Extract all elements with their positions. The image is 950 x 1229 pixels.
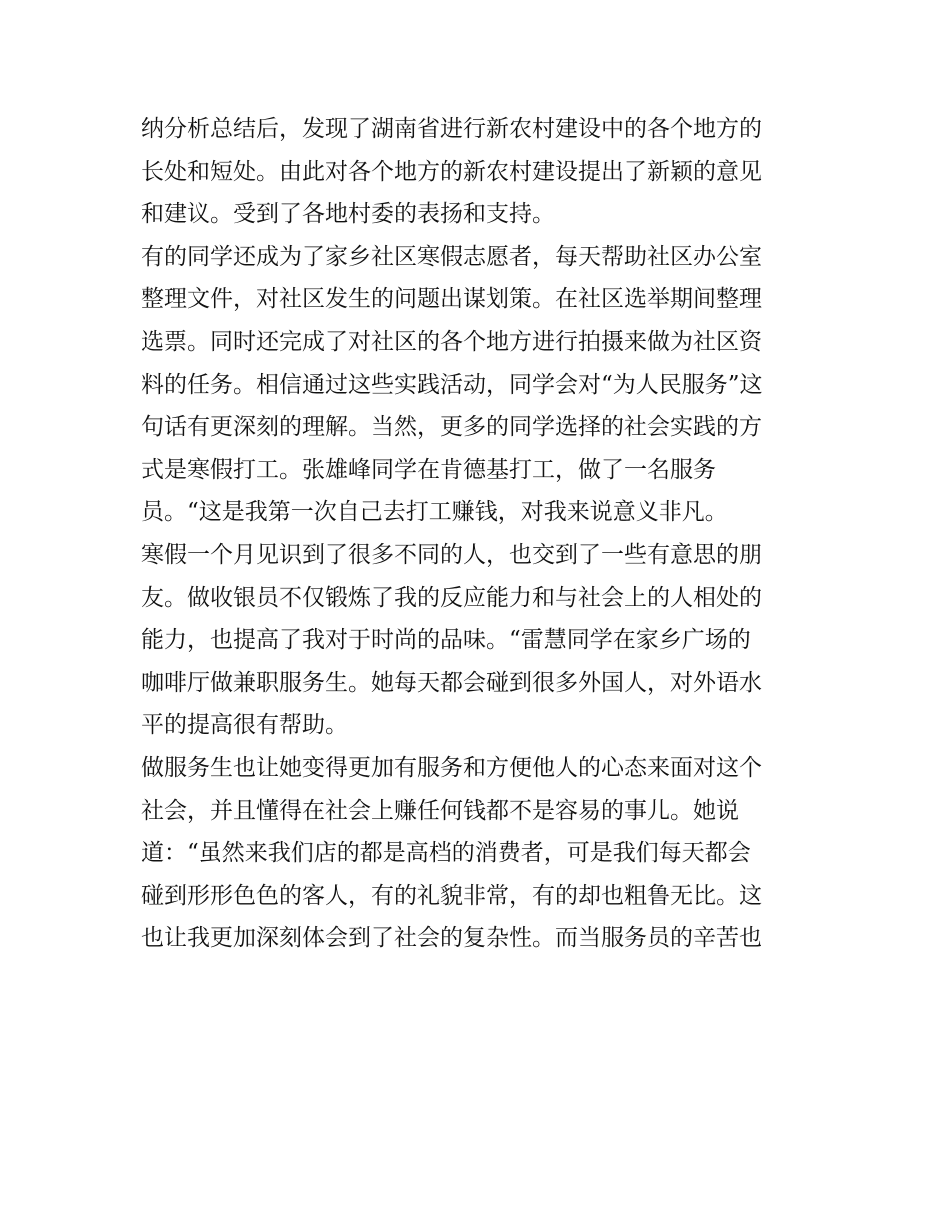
text-line: 友。做收银员不仅锻炼了我的反应能力和与社会上的人相处的: [141, 584, 762, 611]
text-line: 和建议。受到了各地村委的表扬和支持。: [141, 201, 555, 228]
text-line: 句话有更深刻的理解。当然，更多的同学选择的社会实践的方: [141, 414, 762, 441]
text-line: 平的提高很有帮助。: [141, 712, 348, 739]
text-line: 也让我更加深刻体会到了社会的复杂性。而当服务员的辛苦也: [141, 925, 762, 952]
text-line: 整理文件，对社区发生的问题出谋划策。在社区选举期间整理: [141, 286, 762, 313]
text-line: 寒假一个月见识到了很多不同的人，也交到了一些有意思的朋: [141, 541, 762, 568]
text-line: 选票。同时还完成了对社区的各个地方进行拍摄来做为社区资: [141, 328, 762, 355]
text-line: 道：“虽然来我们店的都是高档的消费者，可是我们每天都会: [141, 840, 751, 867]
text-line: 员。“这是我第一次自己去打工赚钱，对我来说意义非凡。: [141, 499, 728, 526]
body-text: [141, 108, 821, 960]
text-line: 料的任务。相信通过这些实践活动，同学会对“为人民服务”这: [141, 371, 763, 398]
text-line: 做服务生也让她变得更加有服务和方便他人的心态来面对这个: [141, 754, 762, 781]
text-line: 纳分析总结后，发现了湖南省进行新农村建设中的各个地方的: [141, 116, 762, 142]
text-line: 有的同学还成为了家乡社区寒假志愿者，每天帮助社区办公室: [141, 243, 762, 270]
text-line: 碰到形形色色的客人，有的礼貌非常，有的却也粗鲁无比。这: [141, 882, 762, 909]
text-line: 式是寒假打工。张雄峰同学在肯德基打工，做了一名服务: [141, 456, 716, 483]
text-line: 社会，并且懂得在社会上赚任何钱都不是容易的事儿。她说: [141, 797, 739, 824]
text-line: 长处和短处。由此对各个地方的新农村建设提出了新颖的意见: [141, 158, 762, 185]
text-line: 能力，也提高了我对于时尚的品味。“雷慧同学在家乡广场的: [141, 627, 751, 654]
text-line: 咖啡厅做兼职服务生。她每天都会碰到很多外国人，对外语水: [141, 669, 762, 696]
